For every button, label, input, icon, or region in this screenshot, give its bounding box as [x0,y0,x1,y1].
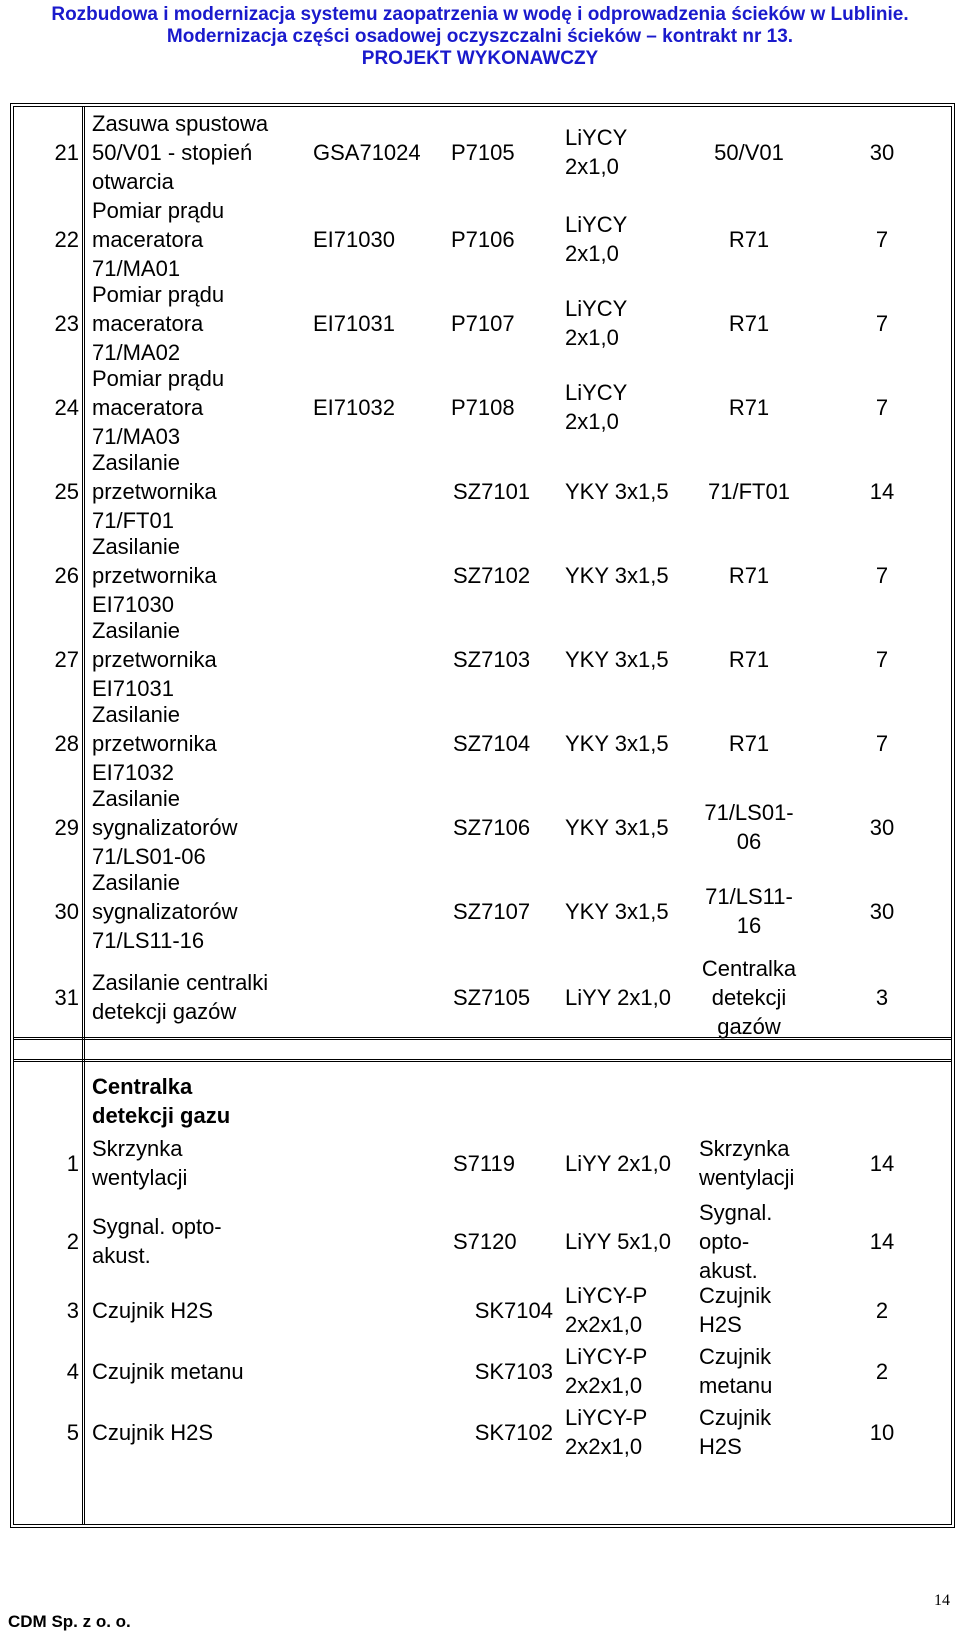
cable-route [699,1342,819,1400]
cable-route [694,798,804,856]
cable-route-line: Centralka [701,955,797,981]
row-description-line: akust. [92,1243,151,1268]
cable-type-line: 2x2x1,0 [565,1373,643,1398]
row-description [92,109,302,196]
section2-title-line: detekcji gazu [92,1103,231,1128]
row-description [92,1212,292,1270]
row-description-line: 71/FT01 [92,507,174,533]
cable-type [565,1149,700,1178]
cable-route-line: gazów [717,1013,781,1039]
row-description-line: Czujnik H2S [92,1297,214,1323]
cable-type [565,561,700,590]
row-description-line: maceratora [92,310,204,336]
cable-length: 7 [875,394,889,420]
cable-route-line: Sygnal. [699,1199,773,1225]
cable-type [565,1281,685,1339]
cable-route [694,954,804,1041]
row-description-line: przetwornika [92,478,217,504]
cable-route-line: opto- [699,1228,750,1254]
cable-route [699,1281,819,1339]
row-number: 29 [54,814,79,840]
row-description [92,868,302,955]
cable-type [565,897,700,926]
footer-company: CDM Sp. z o. o. [8,1612,131,1631]
row-description [92,1134,292,1192]
cable-type-line: 2x2x1,0 [565,1434,643,1459]
signal-address: SZ7102 [453,562,531,588]
cable-route-line: metanu [699,1373,773,1398]
row-description [92,968,302,1026]
cable-length: 7 [875,646,889,672]
cable-route-line: R71 [728,730,770,756]
header-line-1: Rozbudowa i modernizacja systemu zaopatrzenia w wodę i odprowadzenia ścieków w Lublinie. [51,4,909,25]
row-number: 4 [66,1358,79,1384]
cable-length: 7 [875,562,889,588]
cable-type-line: 2x1,0 [565,325,619,350]
signal-address: SZ7103 [453,646,531,672]
cable-type-line: YKY 3x1,5 [565,478,669,504]
cable-route [694,561,804,590]
cable-route-line: 50/V01 [714,139,784,165]
cable-type-line: LiYCY [565,296,628,321]
signal-address: P7105 [451,139,515,165]
cable-type [565,813,700,842]
row-description [92,448,302,535]
cable-type-line: LiYCY [565,380,628,405]
cable-type [565,378,685,436]
row-number: 28 [54,730,79,756]
cable-route-line: Czujnik [699,1283,772,1308]
signal-address: SZ7101 [453,478,531,504]
row-description-line: 71/LS11-16 [92,927,205,953]
signal-address: SZ7104 [453,730,531,756]
cable-type-line: 2x1,0 [565,154,619,179]
cable-type [565,123,685,181]
cable-route [694,729,804,758]
row-description [92,784,302,871]
row-description-line: Zasilanie [92,617,181,643]
row-number: 5 [66,1419,79,1445]
cable-type-line: LiYCY-P [565,1283,648,1308]
section-separator [13,1037,952,1040]
row-description-line: Zasilanie [92,533,181,559]
signal-symbol: EI71032 [313,394,395,420]
cable-route-line: 16 [736,913,762,938]
cable-type [565,645,700,674]
row-description-line: Czujnik metanu [92,1358,244,1384]
cable-type-line: LiYCY [565,212,628,237]
row-description-line: Zasilanie [92,869,181,895]
signal-address: S7120 [453,1228,517,1254]
cable-route-line: 71/FT01 [708,478,790,504]
row-description-line: detekcji gazów [92,999,237,1024]
row-description-line: Zasilanie [92,785,181,811]
cable-length: 30 [869,814,895,840]
cable-type-line: LiYY 2x1,0 [565,1150,672,1176]
signal-symbol: GSA71024 [313,139,421,165]
row-description-line: Pomiar prądu [92,281,225,307]
row-description-line: przetwornika [92,730,217,756]
row-description-line: wentylacji [92,1165,188,1190]
row-description-line: przetwornika [92,646,217,672]
signal-address: SK7102 [474,1419,553,1445]
row-number: 22 [54,226,79,252]
row-number: 21 [54,139,79,165]
section-separator [13,1059,952,1062]
row-number: 24 [54,394,79,420]
cable-route [694,138,804,167]
column-separator [82,106,85,1525]
cable-route-line: R71 [728,646,770,672]
signal-address: SZ7107 [453,898,531,924]
cable-length: 3 [875,984,889,1010]
signal-address: SK7103 [474,1358,553,1384]
header-line-2: Modernizacja części osadowej oczyszczalni ścieków – kontrakt nr 13. [166,26,794,47]
cable-route-line: Czujnik [699,1344,772,1369]
cable-type-line: LiYY 5x1,0 [565,1228,672,1254]
row-description-line: sygnalizatorów [92,898,238,924]
signal-address: SZ7105 [453,984,531,1010]
cable-type [565,210,685,268]
cable-length: 14 [869,478,895,504]
cable-route [699,1134,819,1192]
cable-route-line: H2S [699,1312,742,1337]
cable-route-line: detekcji [711,984,787,1010]
cable-type [565,294,685,352]
row-description-line: Zasilanie [92,701,181,727]
row-description-line: maceratora [92,226,204,252]
row-number: 26 [54,562,79,588]
cable-route [694,477,804,506]
signal-address: SZ7106 [453,814,531,840]
section2-title [92,1072,292,1130]
cable-route-line: R71 [728,310,770,336]
cable-type [565,983,700,1012]
row-description-line: 71/MA01 [92,255,181,281]
row-description-line: 71/MA02 [92,339,181,365]
cable-length: 7 [875,730,889,756]
cable-route-line: Skrzynka [699,1136,790,1161]
cable-type-line: YKY 3x1,5 [565,646,669,672]
row-description-line: Pomiar prądu [92,197,225,223]
row-description-line: maceratora [92,394,204,420]
row-description [92,532,302,619]
cable-length: 30 [869,139,895,165]
row-number: 31 [54,984,79,1010]
signal-address: P7108 [451,394,515,420]
cable-length: 2 [875,1358,889,1384]
row-description-line: EI71030 [92,591,174,617]
row-number: 1 [66,1150,79,1176]
row-description-line: Skrzynka [92,1136,183,1161]
page-number: 14 [934,1592,950,1609]
signal-symbol: EI71030 [313,226,395,252]
signal-address: P7107 [451,310,515,336]
row-description-line: 71/LS01-06 [92,843,206,869]
row-description-line: 50/V01 - stopień [92,139,253,165]
row-description-line: Zasuwa spustowa [92,110,269,136]
cable-type [565,1342,685,1400]
cable-route-line: R71 [728,562,770,588]
cable-type-line: 2x1,0 [565,241,619,266]
cable-type [565,1227,700,1256]
cable-type-line: LiYCY [565,125,628,150]
cable-table [10,103,955,1528]
row-description [92,1296,292,1325]
cable-type-line: LiYCY-P [565,1405,648,1430]
cable-route [694,882,804,940]
cable-route-line: Czujnik [699,1405,772,1430]
row-number: 3 [66,1297,79,1323]
cable-route [699,1403,819,1461]
cable-route [694,393,804,422]
cable-route-line: 71/LS11- [705,884,793,909]
cable-length: 7 [875,226,889,252]
row-description-line: Zasilanie centralki [92,970,269,995]
header-line-3: PROJEKT WYKONAWCZY [361,48,599,69]
row-description [92,1418,292,1447]
cable-route-line: 06 [736,829,762,854]
cable-route-line: wentylacji [699,1165,795,1190]
cable-route-line: akust. [699,1257,758,1283]
signal-address: S7119 [453,1150,515,1176]
row-description-line: Sygnal. opto- [92,1214,222,1239]
row-description [92,364,302,451]
signal-symbol: EI71031 [313,310,395,336]
row-number: 2 [66,1228,79,1254]
cable-length: 7 [875,310,889,336]
cable-type-line: YKY 3x1,5 [565,898,669,924]
row-description [92,700,302,787]
row-description-line: Zasilanie [92,449,181,475]
cable-type [565,1403,685,1461]
cable-type-line: 2x1,0 [565,409,619,434]
row-description-line: otwarcia [92,168,174,194]
row-description-line: Pomiar prądu [92,365,225,391]
cable-type-line: LiYY 2x1,0 [565,984,672,1010]
row-number: 25 [54,478,79,504]
section2-title-line: Centralka [92,1074,193,1099]
cable-type-line: YKY 3x1,5 [565,562,669,588]
signal-address: SK7104 [474,1297,553,1323]
row-description [92,196,302,283]
cable-length: 14 [869,1228,895,1254]
cable-type-line: YKY 3x1,5 [565,730,669,756]
cable-type-line: LiYCY-P [565,1344,648,1369]
cable-route [694,225,804,254]
row-description [92,616,302,703]
row-description-line: EI71032 [92,759,174,785]
cable-route [694,645,804,674]
cable-type-line: 2x2x1,0 [565,1312,643,1337]
row-description-line: sygnalizatorów [92,814,238,840]
cable-type [565,729,700,758]
row-description-line: EI71031 [92,675,174,701]
cable-length: 10 [869,1419,895,1445]
cable-route-line: R71 [728,226,770,252]
row-description-line: 71/MA03 [92,423,181,449]
cable-length: 2 [875,1297,889,1323]
row-description [92,1357,292,1386]
row-number: 30 [54,898,79,924]
cable-route [699,1198,819,1285]
cable-length: 30 [869,898,895,924]
cable-route-line: R71 [728,394,770,420]
row-description [92,280,302,367]
row-description-line: Czujnik H2S [92,1419,214,1445]
row-number: 27 [54,646,79,672]
row-number: 23 [54,310,79,336]
signal-address: P7106 [451,226,515,252]
cable-route-line: H2S [699,1434,742,1459]
cable-length: 14 [869,1150,895,1176]
row-description-line: przetwornika [92,562,217,588]
cable-route [694,309,804,338]
cable-type [565,477,700,506]
cable-type-line: YKY 3x1,5 [565,814,669,840]
cable-route-line: 71/LS01- [704,800,794,825]
